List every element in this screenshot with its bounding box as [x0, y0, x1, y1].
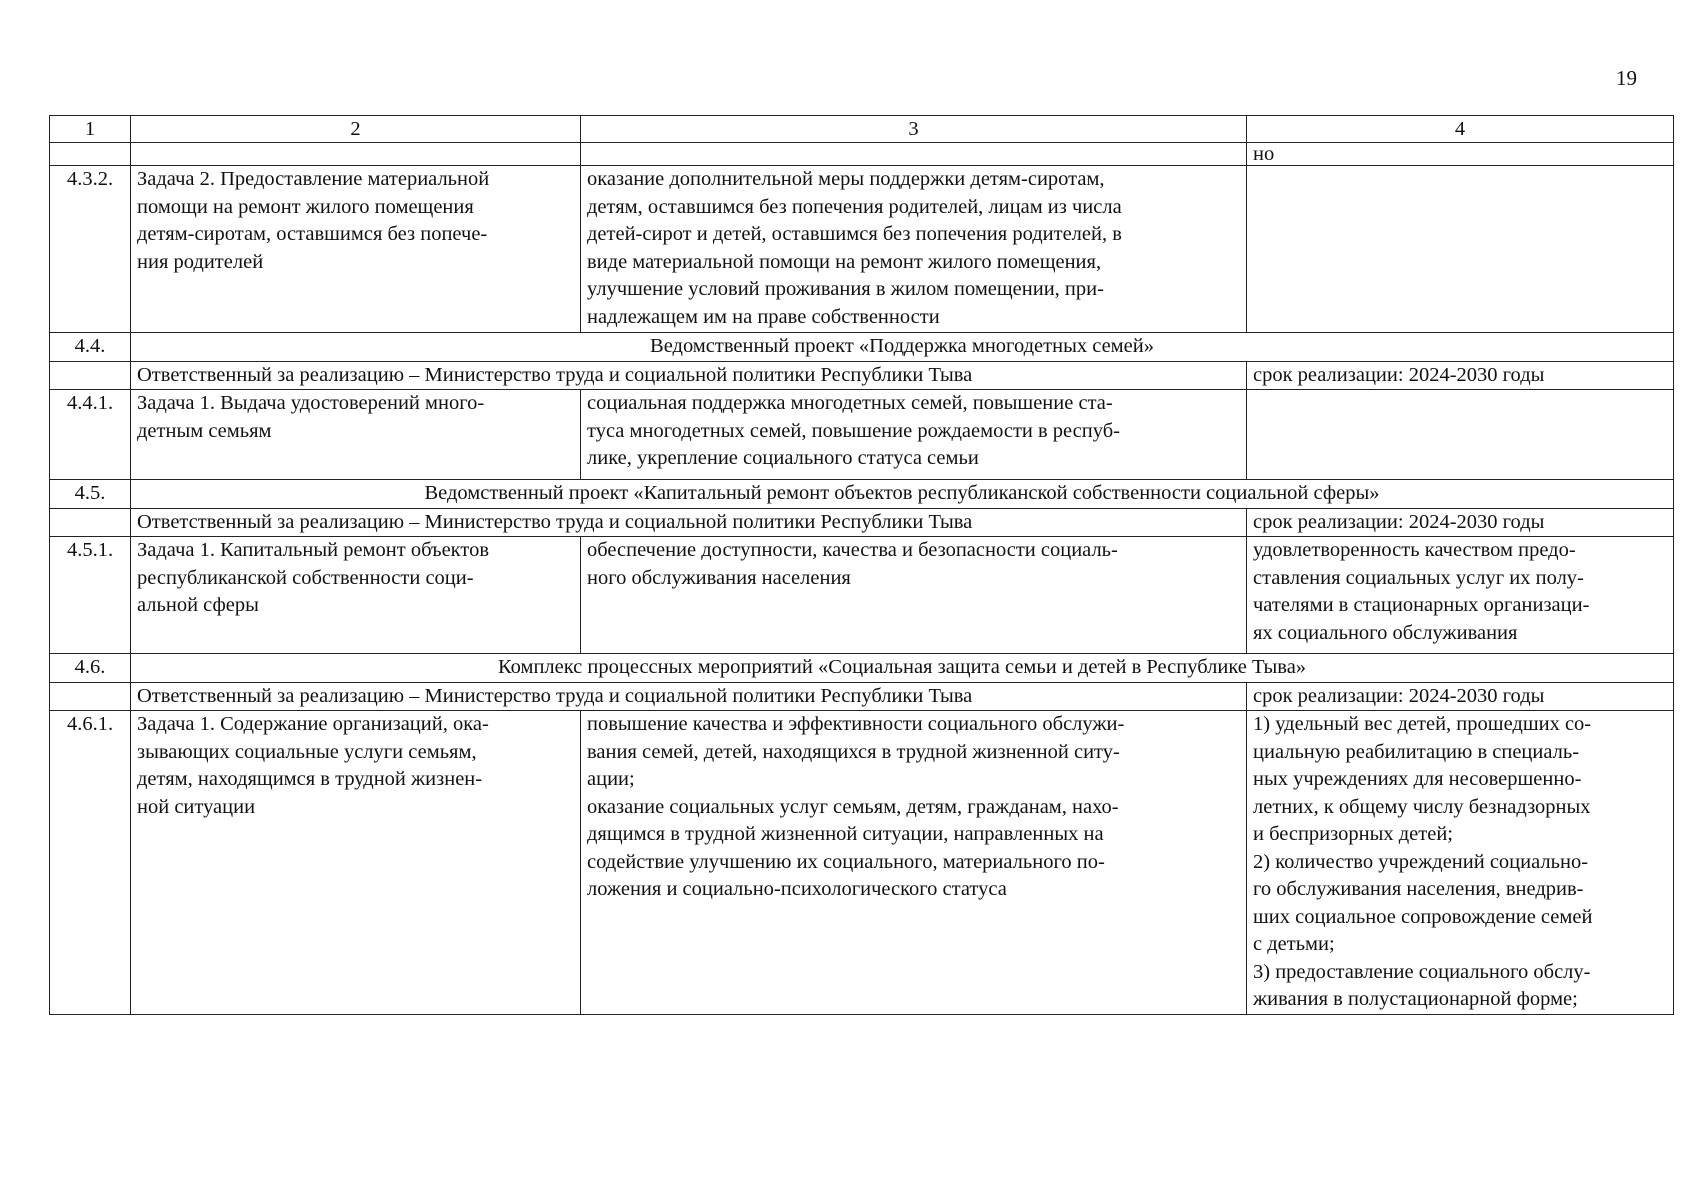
task-indicator	[1247, 166, 1674, 333]
responsible-row	[50, 361, 1674, 390]
task-description: Задача 1. Капитальный ремонт объектов республиканской собственности соци- альной сферы	[131, 537, 581, 654]
page-number: 19	[1616, 66, 1637, 90]
section-number: 4.4.	[50, 333, 131, 362]
row-number: 4.6.1.	[50, 711, 131, 1015]
term-text: срок реализации: 2024-2030 годы	[1247, 361, 1674, 390]
table-row	[50, 711, 1674, 1015]
section-title: Ведомственный проект «Капитальный ремонт объектов республиканской собственности социальной сферы»	[131, 480, 1674, 509]
task-indicator	[1247, 390, 1674, 480]
header-row	[50, 116, 1674, 143]
task-indicator: 1) удельный вес детей, прошедших со- циальную реабилитацию в специаль- ных учреждениях для несовершенно- летних, к общему числу безнадзорных и беспризорных детей; 2) количество учреждений социально- го обслуживания населения, внедрив- ших социальное сопровождение семей с детьми; 3) предоставление социального обслу- живания в полустационарной форме;	[1247, 711, 1674, 1015]
term-text: срок реализации: 2024-2030 годы	[1247, 682, 1674, 711]
row-number: 4.5.1.	[50, 537, 131, 654]
responsible-text: Ответственный за реализацию – Министерство труда и социальной политики Республики Тыва	[131, 361, 1247, 390]
header-col-2: 2	[131, 116, 581, 143]
task-description: Задача 2. Предоставление материальной помощи на ремонт жилого помещения детям-сиротам, оставшимся без попече- ния родителей	[131, 166, 581, 333]
table-row	[50, 537, 1674, 654]
task-result: обеспечение доступности, качества и безопасности социаль- ного обслуживания населения	[581, 537, 1247, 654]
section-title-row	[50, 333, 1674, 362]
term-text: срок реализации: 2024-2030 годы	[1247, 508, 1674, 537]
section-title-row	[50, 654, 1674, 683]
responsible-text: Ответственный за реализацию – Министерство труда и социальной политики Республики Тыва	[131, 682, 1247, 711]
header-col-4: 4	[1247, 116, 1674, 143]
responsible-text: Ответственный за реализацию – Министерство труда и социальной политики Республики Тыва	[131, 508, 1247, 537]
responsible-row	[50, 682, 1674, 711]
continuation-row	[50, 143, 1674, 166]
task-description: Задача 1. Содержание организаций, ока- зывающих социальные услуги семьям, детям, находящимся в трудной жизнен- ной ситуации	[131, 711, 581, 1015]
row-number: 4.4.1.	[50, 390, 131, 480]
program-table	[49, 115, 1674, 1015]
section-number: 4.6.	[50, 654, 131, 683]
responsible-row	[50, 508, 1674, 537]
section-title-row	[50, 480, 1674, 509]
task-result: повышение качества и эффективности социального обслужи- вания семей, детей, находящихся в трудной жизненной ситу- ации; оказание социальных услуг семьям, детям, гражданам, нахо- дящимся в трудной жизненной ситуации, направленных на содействие улучшению их социального, материального по- ложения и социально-психологического статуса	[581, 711, 1247, 1015]
section-number: 4.5.	[50, 480, 131, 509]
header-col-3: 3	[581, 116, 1247, 143]
continuation-text: но	[1247, 143, 1674, 166]
task-result: оказание дополнительной меры поддержки детям-сиротам, детям, оставшимся без попечения родителей, лицам из числа детей-сирот и детей, оставшимся без попечения родителей, в виде материальной помощи на ремонт жилого помещения, улучшение условий проживания в жилом помещении, при- надлежащем им на праве собственности	[581, 166, 1247, 333]
header-col-1: 1	[50, 116, 131, 143]
section-title: Ведомственный проект «Поддержка многодетных семей»	[131, 333, 1674, 362]
task-result: социальная поддержка многодетных семей, повышение ста- туса многодетных семей, повышение рождаемости в респуб- лике, укрепление социального статуса семьи	[581, 390, 1247, 480]
table-row	[50, 390, 1674, 480]
row-number: 4.3.2.	[50, 166, 131, 333]
task-indicator: удовлетворенность качеством предо- ставления социальных услуг их полу- чателями в стационарных организаци- ях социального обслуживания	[1247, 537, 1674, 654]
table-row	[50, 166, 1674, 333]
section-title: Комплекс процессных мероприятий «Социальная защита семьи и детей в Республике Тыва»	[131, 654, 1674, 683]
task-description: Задача 1. Выдача удостоверений много- детным семьям	[131, 390, 581, 480]
